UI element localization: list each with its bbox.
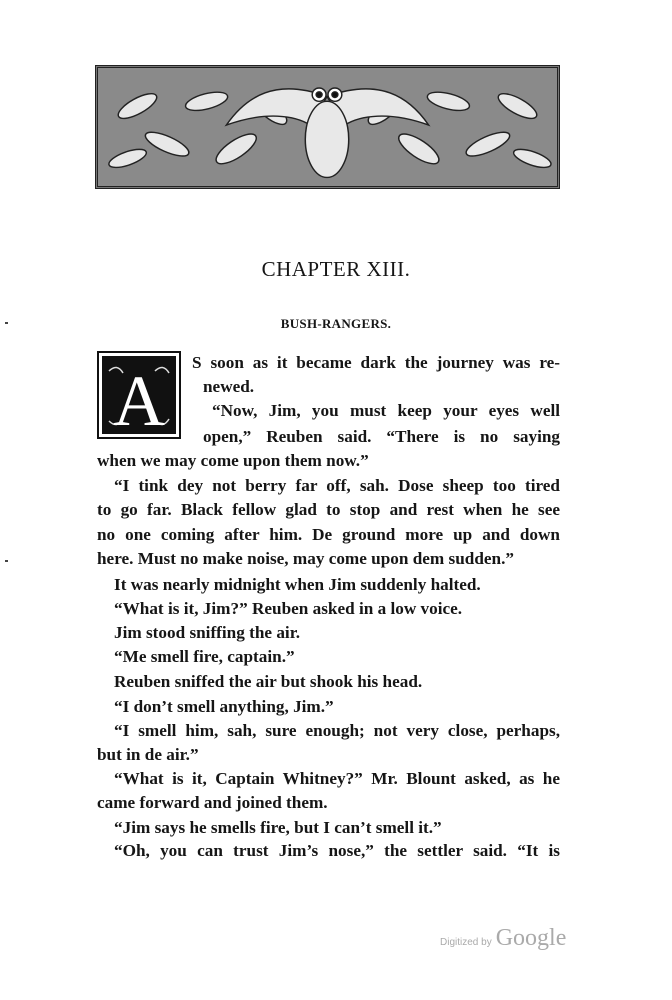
watermark-prefix: Digitized by [440, 937, 492, 948]
text-line: “Jim says he smells fire, but I can’t smell it.” [114, 818, 442, 837]
text-line: but in de air.” [97, 745, 199, 764]
text-line: newed. [203, 377, 255, 396]
text-line: “What is it, Jim?” Reuben asked in a low voice. [114, 599, 463, 618]
text-line: Reuben sniffed the air but shook his head. [114, 672, 423, 691]
chapter-title: CHAPTER XIII. [261, 257, 411, 281]
text-line: “I don’t smell anything, Jim.” [114, 697, 334, 716]
chapter-subtitle: BUSH-RANGERS. [280, 316, 392, 331]
text-line: no one coming after him. De ground more up and down [97, 525, 560, 544]
text-line: open,” Reuben said. “There is no saying [203, 427, 560, 446]
text-line: S soon as it became dark the journey was re- [192, 353, 560, 372]
text-line: came forward and joined them. [97, 793, 328, 812]
header-ornament-owl-leaves [95, 65, 560, 189]
scan-mark [5, 322, 8, 324]
scan-mark [5, 560, 8, 562]
text-line: “Me smell fire, captain.” [114, 647, 295, 666]
text-line: “Now, Jim, you must keep your eyes well [212, 401, 560, 420]
text-line: when we may come upon them now.” [97, 451, 369, 470]
watermark-brand: Google [495, 925, 567, 951]
text-line: to go far. Black fellow glad to stop and rest when he see [97, 500, 560, 519]
google-watermark [440, 925, 566, 952]
text-line: “I smell him, sah, sure enough; not very close, perhaps, [114, 721, 560, 740]
drop-cap-ornament [97, 351, 181, 439]
text-line: Jim stood sniffing the air. [114, 623, 301, 642]
drop-cap-letter: A [113, 361, 165, 439]
text-line: It was nearly midnight when Jim suddenly halted. [114, 575, 481, 594]
text-line: “I tink dey not berry far off, sah. Dose sheep too tired [114, 476, 560, 495]
text-line: “What is it, Captain Whitney?” Mr. Blount asked, as he [114, 769, 560, 788]
text-line: “Oh, you can trust Jim’s nose,” the settler said. “It is [114, 841, 560, 860]
text-line: here. Must no make noise, may come upon dem sudden.” [97, 549, 514, 568]
